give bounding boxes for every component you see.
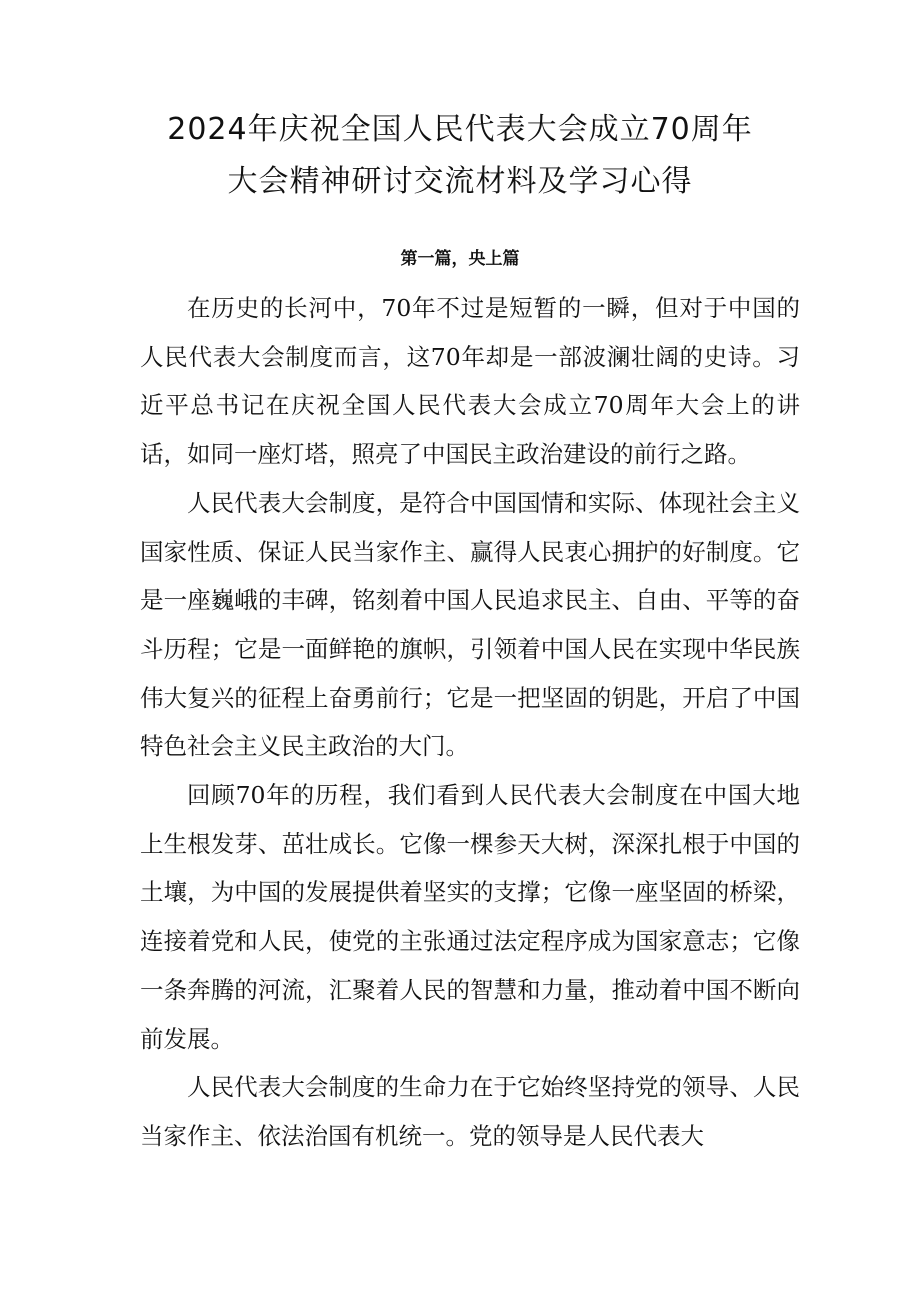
paragraph-4: 人民代表大会制度的生命力在于它始终坚持党的领导、人民当家作主、依法治国有机统一。党的领导是人民代表大 bbox=[140, 1073, 800, 1150]
paragraph-1: 在历史的长河中，70年不过是短暂的一瞬，但对于中国的人民代表大会制度而言，这70年却是一部波澜壮阔的史诗。习近平总书记在庆祝全国人民代表大会成立70周年大会上的讲话，如同一座灯塔，照亮了中国民主政治建设的前行之路。 bbox=[140, 294, 800, 469]
document-title-line-2: 大会精神研讨交流材料及学习心得 bbox=[227, 164, 693, 199]
section-heading: 第一篇，央上篇 bbox=[400, 249, 520, 269]
document-title-line-1: 2024年庆祝全国人民代表大会成立70周年 bbox=[167, 112, 753, 147]
paragraph-2: 人民代表大会制度，是符合中国国情和实际、体现社会主义国家性质、保证人民当家作主、赢得人民衷心拥护的好制度。它是一座巍峨的丰碑，铭刻着中国人民追求民主、自由、平等的奋斗历程；它是一面鲜艳的旗帜，引领着中国人民在实现中华民族伟大复兴的征程上奋勇前行；它是一把坚固的钥匙，开启了中国特色社会主义民主政治的大门。 bbox=[140, 488, 800, 761]
document-body bbox=[140, 284, 800, 1161]
paragraph-3: 回顾70年的历程，我们看到人民代表大会制度在中国大地上生根发芽、茁壮成长。它像一棵参天大树，深深扎根于中国的土壤，为中国的发展提供着坚实的支撑；它像一座坚固的桥梁，连接着党和人民，使党的主张通过法定程序成为国家意志；它像一条奔腾的河流，汇聚着人民的智慧和力量，推动着中国不断向前发展。 bbox=[140, 781, 800, 1053]
